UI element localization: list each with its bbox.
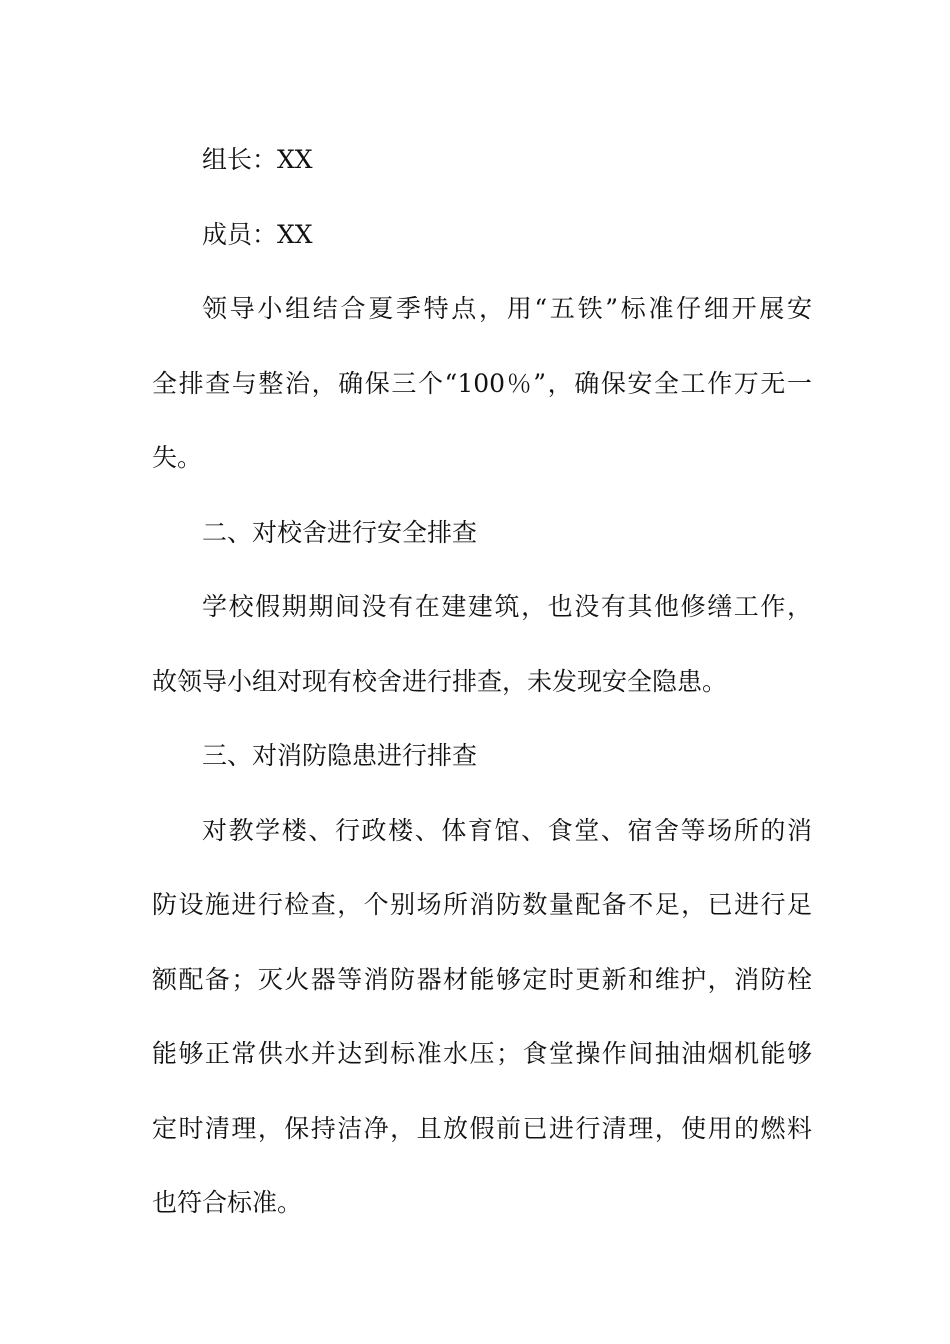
- paragraph-3-line-5: 定时清理，保持洁净，且放假前已进行清理，使用的燃料: [152, 1113, 812, 1143]
- paragraph-2-line-1: 学校假期期间没有在建建筑，也没有其他修缮工作，: [202, 592, 812, 621]
- paragraph-3-line-4: 能够正常供水并达到标准水压；食堂操作间抽油烟机能够: [152, 1039, 812, 1068]
- members-line: 成员：XX: [202, 219, 313, 249]
- paragraph-3-line-6: 也符合标准。: [152, 1188, 303, 1217]
- team-leader-line: 组长：XX: [202, 145, 313, 174]
- document-body: [152, 123, 812, 1241]
- paragraph-1-line-1: 领导小组结合夏季特点，用“五铁”标准仔细开展安: [202, 294, 812, 323]
- paragraph-3-line-3: 额配备；灭火器等消防器材能够定时更新和维护，消防栓: [152, 964, 812, 994]
- paragraph-3-line-2: 防设施进行检查，个别场所消防数量配备不足，已进行足: [152, 890, 812, 919]
- paragraph-1-line-3: 失。: [152, 443, 203, 472]
- section-heading-2: 二、对校舍进行安全排查: [202, 517, 478, 547]
- section-heading-3: 三、对消防隐患进行排查: [202, 741, 478, 770]
- paragraph-3-line-1: 对教学楼、行政楼、体育馆、食堂、宿舍等场所的消: [202, 815, 812, 845]
- paragraph-1-line-2: 全排查与整治，确保三个“100％”，确保安全工作万无一: [152, 368, 812, 398]
- paragraph-2-line-2: 故领导小组对现有校舍进行排查，未发现安全隐患。: [152, 666, 728, 696]
